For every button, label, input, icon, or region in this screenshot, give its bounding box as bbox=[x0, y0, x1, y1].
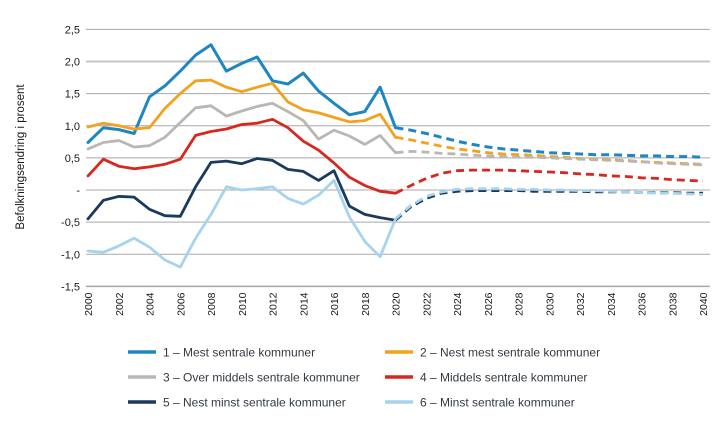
legend-label-4: 4 – Middels sentrale kommuner bbox=[420, 370, 588, 385]
y-axis-tick-labels bbox=[61, 24, 80, 293]
y-tick-label: -1,0 bbox=[61, 249, 80, 262]
series-line-2-projection bbox=[396, 137, 704, 164]
series-line-5-projection bbox=[396, 191, 704, 221]
y-tick-label: 2,5 bbox=[64, 24, 80, 37]
legend bbox=[128, 346, 600, 410]
x-tick-label: 2034 bbox=[605, 292, 618, 316]
y-tick-label: 1,5 bbox=[64, 88, 80, 101]
x-tick-label: 2000 bbox=[83, 292, 95, 316]
data-series-lines bbox=[88, 45, 703, 267]
series-line-2-historical bbox=[88, 80, 396, 137]
x-tick-label: 2012 bbox=[267, 292, 280, 316]
x-tick-label: 2008 bbox=[206, 292, 218, 316]
x-axis-tick-labels bbox=[83, 292, 710, 316]
y-tick-label: 1,0 bbox=[64, 120, 80, 133]
legend-label-1: 1 – Mest sentrale kommuner bbox=[163, 345, 316, 360]
x-tick-label: 2004 bbox=[144, 292, 157, 316]
series-line-6-projection bbox=[396, 189, 704, 219]
legend-label-3: 3 – Over middels sentrale kommuner bbox=[163, 370, 360, 385]
y-tick-label: -0,5 bbox=[61, 217, 80, 230]
x-tick-label: 2010 bbox=[236, 292, 249, 316]
y-tick-label: 2,0 bbox=[64, 56, 80, 69]
x-tick-label: 2036 bbox=[636, 292, 649, 316]
y-tick-label: - bbox=[76, 185, 80, 197]
x-tick-label: 2028 bbox=[513, 292, 526, 316]
legend-label-6: 6 – Minst sentrale kommuner bbox=[420, 395, 575, 410]
x-tick-label: 2040 bbox=[698, 292, 710, 316]
x-tick-label: 2030 bbox=[544, 292, 557, 316]
y-tick-label: -1,5 bbox=[61, 281, 80, 294]
x-tick-label: 2016 bbox=[329, 292, 341, 316]
x-tick-label: 2020 bbox=[390, 292, 403, 316]
x-tick-label: 2014 bbox=[298, 292, 311, 316]
x-tick-label: 2022 bbox=[421, 292, 434, 316]
x-tick-label: 2006 bbox=[175, 292, 188, 316]
legend-label-5: 5 – Nest minst sentrale kommuner bbox=[163, 395, 346, 410]
legend-label-2: 2 – Nest mest sentrale kommuner bbox=[420, 345, 601, 360]
x-tick-label: 2026 bbox=[482, 292, 495, 316]
x-tick-label: 2018 bbox=[359, 292, 372, 316]
x-tick-label: 2038 bbox=[667, 292, 680, 316]
y-axis-title: Befolkningsendring i prosent bbox=[15, 84, 27, 230]
y-tick-label: 0,5 bbox=[64, 152, 80, 165]
x-tick-label: 2024 bbox=[452, 292, 464, 316]
x-tick-label: 2002 bbox=[113, 292, 126, 316]
x-tick-label: 2032 bbox=[575, 292, 587, 316]
